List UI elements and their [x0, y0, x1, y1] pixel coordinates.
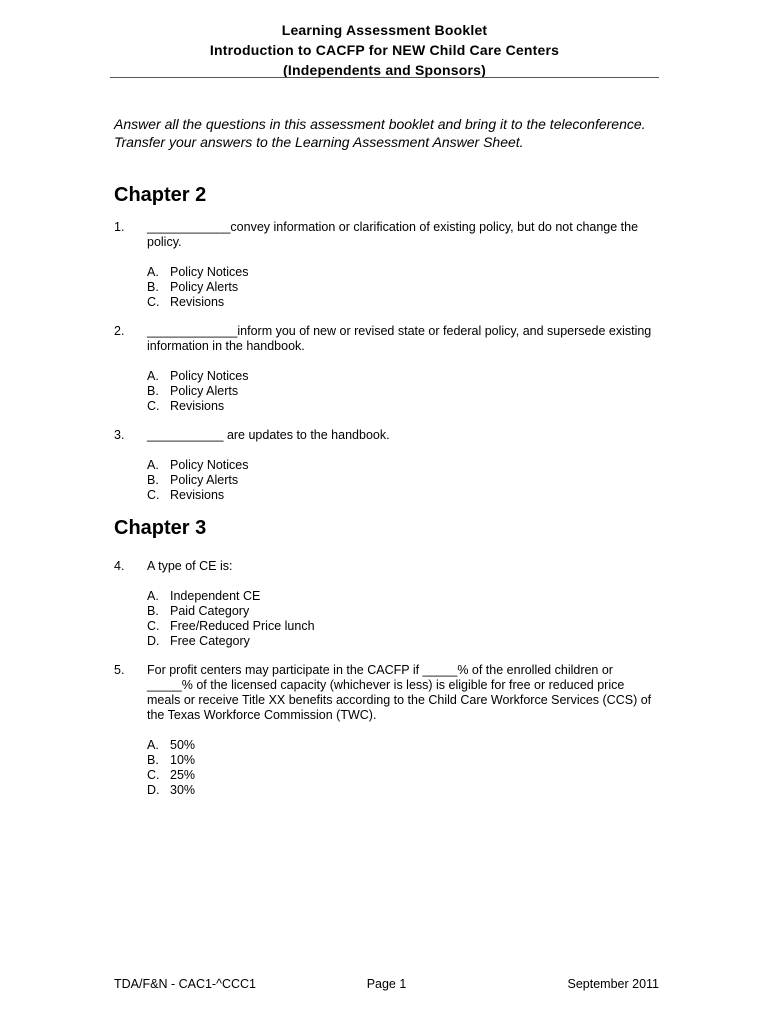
- answer-option: D. Free Category: [147, 634, 250, 648]
- document-header: [110, 20, 659, 80]
- answer-option: A. Independent CE: [147, 589, 261, 603]
- question-3: [114, 428, 659, 503]
- instructions-line-1: Answer all the questions in this assessment booklet and bring it to the teleconference.: [114, 116, 646, 132]
- header-subtitle: Introduction to CACFP for NEW Child Care Centers: [209, 42, 560, 58]
- answer-option: C. Free/Reduced Price lunch: [147, 619, 315, 633]
- answer-option: C. Revisions: [147, 399, 225, 413]
- answer-option: B. Policy Alerts: [147, 384, 239, 398]
- answer-option: A. Policy Notices: [147, 458, 249, 472]
- answer-option: C. Revisions: [147, 488, 225, 502]
- answer-option: A. 50%: [147, 738, 196, 752]
- answer-option: C. 25%: [147, 768, 196, 782]
- header-divider: [110, 77, 659, 78]
- footer-page-number: Page 1: [366, 977, 407, 991]
- header-audience: (Independents and Sponsors): [283, 62, 486, 78]
- question-number: 5.: [114, 663, 125, 677]
- instructions-line-2: Transfer your answers to the Learning Assessment Answer Sheet.: [114, 134, 524, 150]
- question-text: ___________ are updates to the handbook.: [147, 428, 390, 442]
- question-text: ____________convey information or clarification of existing policy, but do not change the policy.: [147, 220, 639, 249]
- answer-options: [147, 265, 659, 310]
- question-1: [114, 220, 659, 310]
- question-number: 1.: [114, 220, 125, 234]
- question-text: For profit centers may participate in the CACFP if _____% of the enrolled children or _____% of the licensed capacity (whichever is less) is eligible for free or reduced price meals or receive Title XX benefits according to the Child Care Workforce Services (CCS) of the Texas Workforce Commission (TWC).: [147, 663, 652, 722]
- answer-option: A. Policy Notices: [147, 369, 249, 383]
- question-number: 3.: [114, 428, 125, 442]
- question-4: [114, 559, 659, 649]
- question-number: 2.: [114, 324, 125, 338]
- answer-option: B. Paid Category: [147, 604, 250, 618]
- footer-date: September 2011: [567, 977, 659, 991]
- answer-option: B. Policy Alerts: [147, 473, 239, 487]
- header-title: Learning Assessment Booklet: [281, 22, 488, 38]
- footer-doc-code: TDA/F&N - CAC1-^CCC1: [114, 977, 256, 991]
- answer-option: D. 30%: [147, 783, 196, 797]
- question-text: A type of CE is:: [147, 559, 233, 573]
- answer-option: B. Policy Alerts: [147, 280, 239, 294]
- question-number: 4.: [114, 559, 125, 573]
- answer-options: [147, 738, 659, 798]
- instructions: [114, 115, 659, 151]
- question-5: [114, 663, 659, 798]
- answer-option: B. 10%: [147, 753, 196, 767]
- chapter-3-heading: Chapter 3: [114, 517, 207, 539]
- chapter-2-heading: Chapter 2: [114, 184, 207, 206]
- answer-options: [147, 589, 659, 649]
- answer-option: C. Revisions: [147, 295, 225, 309]
- question-text: _____________inform you of new or revised state or federal policy, and supersede existing information in the handbook.: [147, 324, 652, 353]
- answer-option: A. Policy Notices: [147, 265, 249, 279]
- answer-options: [147, 458, 659, 503]
- question-2: [114, 324, 659, 414]
- answer-options: [147, 369, 659, 414]
